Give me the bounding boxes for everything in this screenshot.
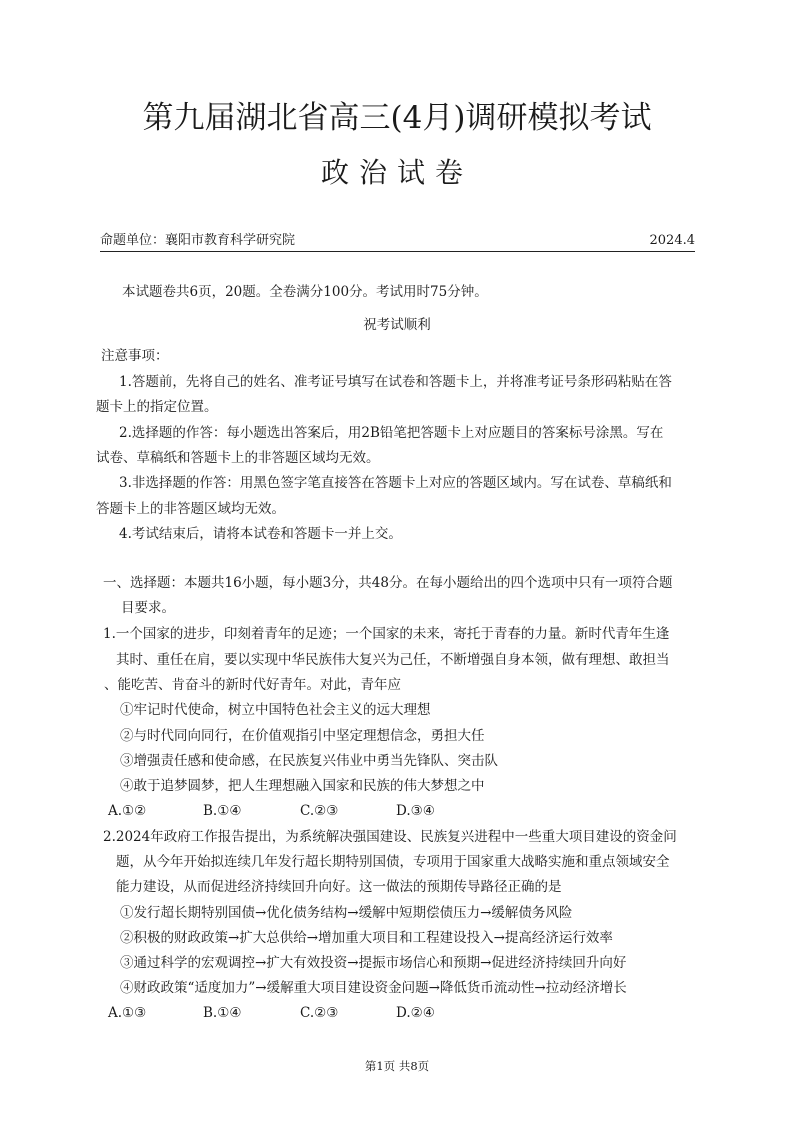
issuing-unit: 命题单位：襄阳市教育科学研究院 — [100, 233, 296, 248]
q1-stem: 其时、重任在肩，要以实现中华民族伟大复兴为己任，不断增强自身本领，做有理想、敢担当 — [116, 652, 670, 668]
q2-option-a: A.①③ — [108, 1005, 147, 1021]
exam-subtitle: 政治试卷 — [320, 156, 473, 189]
wish-text: 祝考试顺利 — [363, 317, 431, 333]
note-line: 3.非选择题的作答：用黑色签字笔直接答在答题卡上对应的答题区域内。写在试卷、草稿纸和 — [119, 475, 672, 491]
note-line: 题卡上的指定位置。 — [96, 399, 218, 415]
meta-line — [100, 232, 695, 252]
q2-item: ④财政政策“适度加力”→缓解重大项目建设资金问题→降低货币流动性→拉动经济增长 — [120, 980, 627, 996]
q2-stem: 题，从今年开始拟连续几年发行超长期特别国债，专项用于国家重大战略实施和重点领域安全 — [116, 854, 670, 870]
q1-option-b: B.①④ — [203, 803, 242, 819]
note-line: 答题卡上的非答题区域均无效。 — [96, 501, 285, 517]
q1-item: ①牢记时代使命，树立中国特色社会主义的远大理想 — [120, 702, 431, 718]
q2-item: ①发行超长期特别国债→优化债务结构→缓解中短期偿债压力→缓解债务风险 — [120, 905, 573, 921]
note-line: 试卷、草稿纸和答题卡上的非答题区域均无效。 — [96, 450, 380, 466]
q2-stem: 2.2024年政府工作报告提出，为系统解决强国建设、民族复兴进程中一些重大项目建设的资金问 — [103, 829, 677, 845]
exam-title: 第九届湖北省高三(4月)调研模拟考试 — [142, 100, 652, 136]
q2-item: ③通过科学的宏观调控→扩大有效投资→提振市场信心和预期→促进经济持续回升向好 — [120, 955, 627, 971]
q1-stem: 、能吃苦、肯奋斗的新时代好青年。对此，青年应 — [104, 677, 401, 693]
q2-stem: 能力建设，从而促进经济持续回升向好。这一做法的预期传导路径正确的是 — [116, 879, 562, 895]
q1-item: ④敢于追梦圆梦，把人生理想融入国家和民族的伟大梦想之中 — [120, 778, 485, 794]
q2-option-b: B.①④ — [203, 1005, 242, 1021]
q1-stem: 1.一个国家的进步，印刻着青年的足迹；一个国家的未来，寄托于青春的力量。新时代青年生逢 — [103, 626, 670, 642]
q2-option-d: D.②④ — [396, 1005, 435, 1021]
note-line: 2.选择题的作答：每小题选出答案后，用2B铅笔把答题卡上对应题目的答案标号涂黑。写在 — [119, 425, 664, 441]
section-heading-cont: 目要求。 — [121, 600, 175, 616]
exam-date: 2024.4 — [649, 233, 695, 248]
q1-option-c: C.②③ — [300, 803, 339, 819]
note-line: 4.考试结束后，请将本试卷和答题卡一并上交。 — [119, 526, 402, 542]
note-line: 1.答题前，先将自己的姓名、准考证号填写在试卷和答题卡上，并将准考证号条形码粘贴在答 — [119, 374, 672, 390]
q1-option-d: D.③④ — [396, 803, 435, 819]
intro-text: 本试题卷共6页，20题。全卷满分100分。考试用时75分钟。 — [122, 284, 488, 300]
q1-item: ②与时代同向同行，在价值观指引中坚定理想信念，勇担大任 — [120, 728, 485, 744]
q1-option-a: A.①② — [108, 803, 147, 819]
section-heading: 一、选择题：本题共16小题，每小题3分，共48分。在每小题给出的四个选项中只有一项符合题 — [103, 575, 673, 591]
q1-item: ③增强责任感和使命感，在民族复兴伟业中勇当先锋队、突击队 — [120, 753, 498, 769]
q2-item: ②积极的财政政策→扩大总供给→增加重大项目和工程建设投入→提高经济运行效率 — [120, 930, 613, 946]
q2-option-c: C.②③ — [300, 1005, 339, 1021]
page-footer: 第1页 共8页 — [364, 1059, 430, 1073]
notes-heading: 注意事项： — [101, 348, 169, 364]
